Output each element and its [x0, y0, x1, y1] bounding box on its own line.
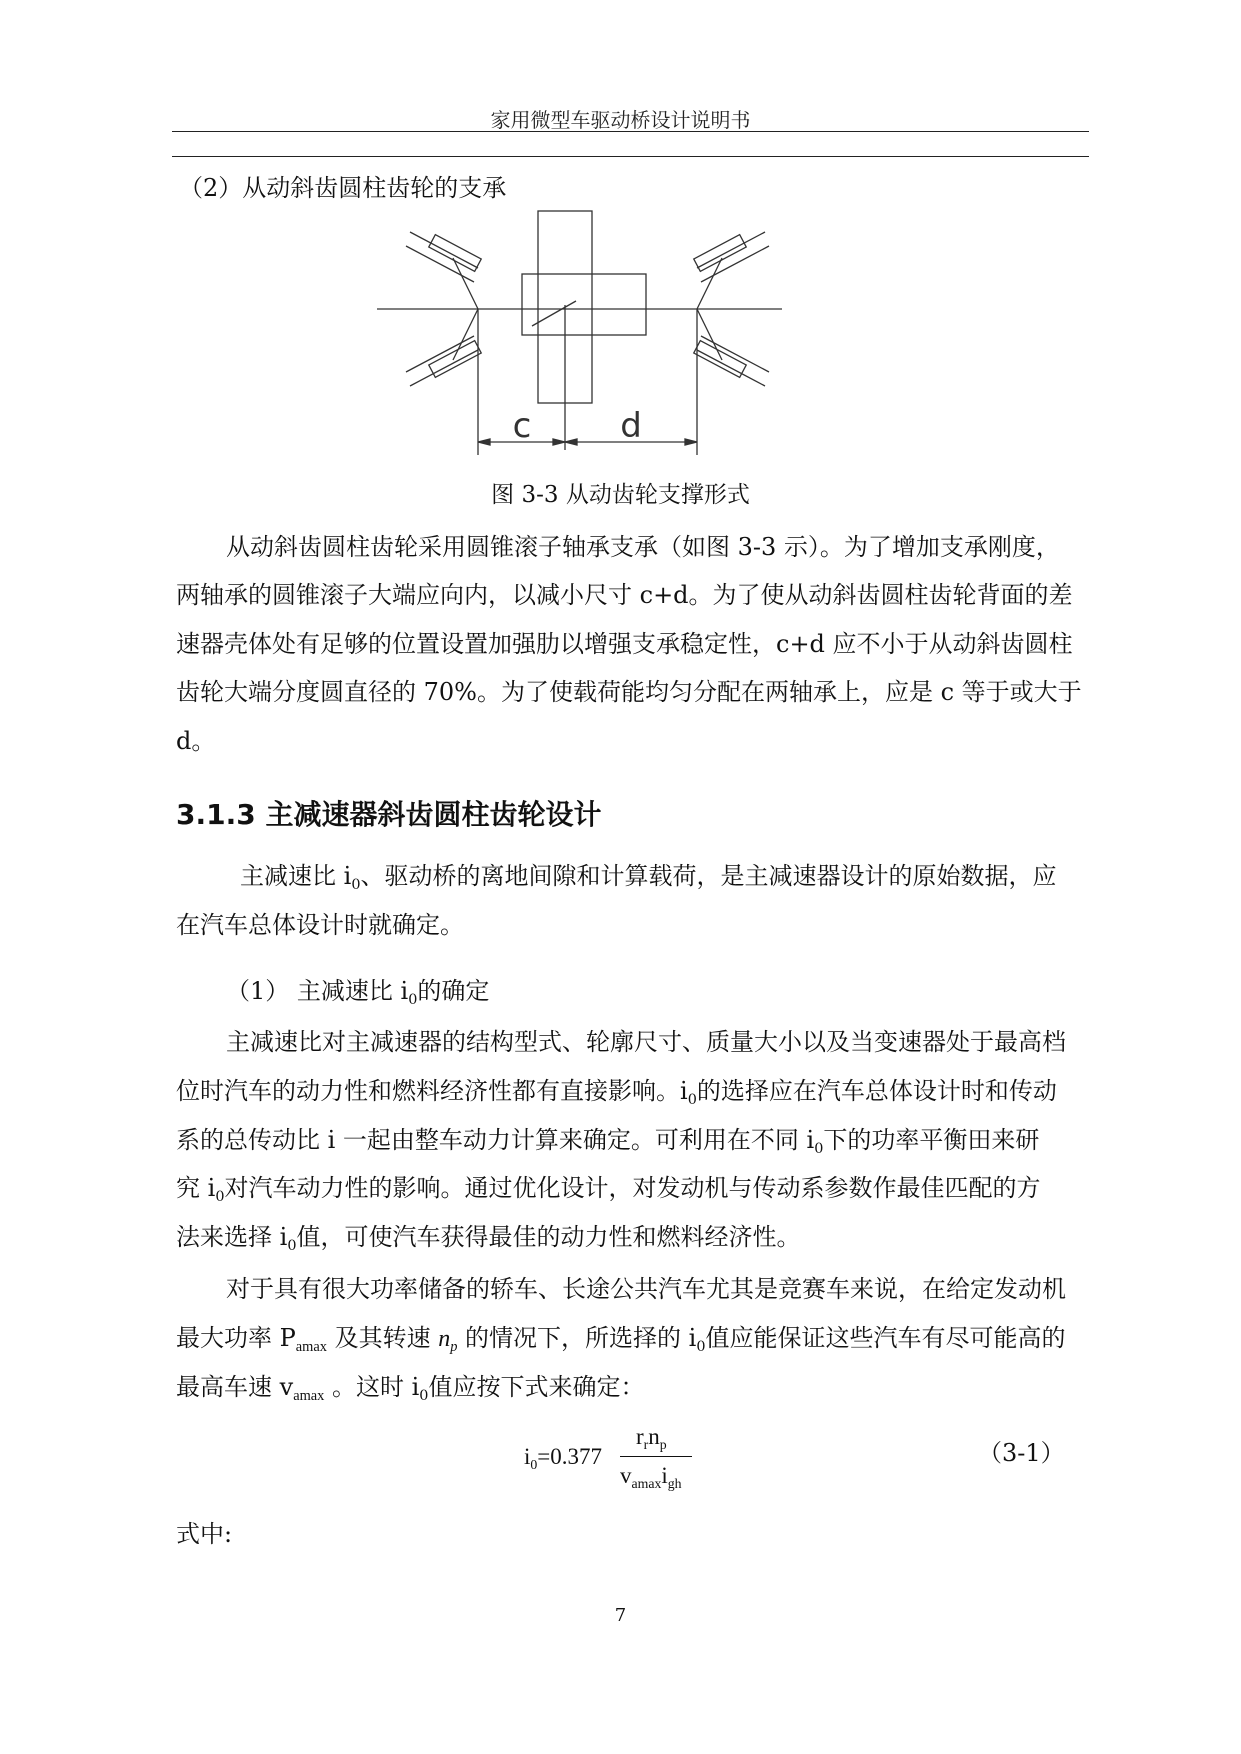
para1-line5: d。: [176, 727, 216, 755]
para4-line2-b: 及其转速: [326, 1324, 439, 1352]
para4-line2-n: n: [438, 1326, 451, 1352]
para4-line2-sub1: amax: [295, 1339, 327, 1356]
para3-line5-a: 法来选择 i: [176, 1223, 288, 1251]
formula-denominator: [620, 1463, 682, 1489]
para1-line4: 齿轮大端分度圆直径的 70%。为了使载荷能均匀分配在两轴承上，应是 c 等于或大于: [176, 678, 1082, 706]
formula-den-i-sub: gh: [667, 1475, 682, 1491]
para3-line1: 主减速比对主减速器的结构型式、轮廓尺寸、质量大小以及当变速器处于最高档: [226, 1028, 1066, 1056]
formula-equals: =0.377: [537, 1444, 603, 1469]
formula-den-v: v: [620, 1463, 632, 1488]
para3-line5: [176, 1223, 801, 1255]
para3-line4-a: 究 i: [176, 1174, 216, 1202]
formula-lhs-sub: 0: [530, 1456, 538, 1472]
para3-line2-b: 的选择应在汽车总体设计时和传动: [696, 1077, 1057, 1105]
para3-line4-b: 对汽车动力性的影响。通过优化设计，对发动机与传动系参数作最佳匹配的方: [224, 1174, 1041, 1202]
para4-line3: [176, 1373, 645, 1405]
formula-fraction-bar: [620, 1456, 692, 1457]
para4-line2-d: 值应能保证这些汽车有尽可能高的: [705, 1324, 1066, 1352]
para3-line4: [176, 1174, 1041, 1206]
para2-line1-b: 、驱动桥的离地间隙和计算载荷，是主减速器设计的原始数据，应: [360, 862, 1057, 890]
formula-number: （3-1）: [978, 1439, 1065, 1467]
para1-line3: 速器壳体处有足够的位置设置加强肋以增强支承稳定性，c+d 应不小于从动斜齿圆柱: [176, 630, 1073, 658]
dim-arrow-c-right: [553, 439, 565, 445]
para3-line5-b: 值，可使汽车获得最佳的动力性和燃料经济性。: [296, 1223, 801, 1251]
left-upper-roller: [406, 232, 481, 282]
section-label-driven-gear-support: （2）从动斜齿圆柱齿轮的支承: [179, 174, 507, 202]
formula-num-r: r: [636, 1424, 644, 1449]
para4-line3-b: 。这时 i: [324, 1373, 420, 1401]
section-heading: 3.1.3 主减速器斜齿圆柱齿轮设计: [176, 798, 602, 831]
formula-num-n-sub: p: [659, 1436, 667, 1452]
item1-sub: 0: [408, 992, 418, 1009]
dim-arrow-right: [685, 439, 697, 445]
where-label: 式中:: [176, 1520, 233, 1548]
item1-heading: [226, 977, 490, 1009]
para4-line1: 对于具有很大功率储备的轿车、长途公共汽车尤其是竞赛车来说，在给定发动机: [226, 1275, 1066, 1303]
header-rule-top: [172, 131, 1089, 132]
formula-den-v-sub: amax: [631, 1475, 662, 1491]
para1-line2: 两轴承的圆锥滚子大端应向内，以减小尺寸 c+d。为了使从动斜齿圆柱齿轮背面的差: [176, 581, 1073, 609]
para3-line2: [176, 1077, 1057, 1109]
para4-line2: [176, 1324, 1066, 1356]
para2-line2: 在汽车总体设计时就确定。: [176, 911, 464, 939]
formula-numerator: [636, 1424, 667, 1450]
para4-line3-sub: amax: [293, 1388, 325, 1405]
header-rule-bottom: [172, 156, 1089, 157]
para4-line2-nsub: p: [450, 1339, 458, 1356]
dim-label-d: d: [620, 406, 642, 446]
para3-line3-a: 系的总传动比 i 一起由整车动力计算来确定。可利用在不同 i: [176, 1126, 815, 1154]
left-lower-roller: [406, 336, 481, 386]
para3-line5-sub: 0: [287, 1238, 297, 1255]
para2-line1-a: 主减速比 i: [240, 862, 352, 890]
right-upper-roller: [694, 232, 769, 282]
para2-line1: [240, 862, 1057, 894]
para4-line2-c: 的情况下，所选择的 i: [457, 1324, 697, 1352]
para4-line2-a: 最大功率 P: [176, 1324, 296, 1352]
dim-label-c: c: [512, 406, 532, 446]
figure-caption: 图 3-3 从动齿轮支撑形式: [491, 482, 750, 508]
para4-line3-sub2: 0: [419, 1388, 429, 1405]
header-title: 家用微型车驱动桥设计说明书: [490, 108, 751, 132]
para3-line2-sub: 0: [687, 1092, 697, 1109]
para3-line2-a: 位时汽车的动力性和燃料经济性都有直接影响。i: [176, 1077, 688, 1105]
para3-line3-sub: 0: [814, 1141, 824, 1158]
formula-den-i: i: [661, 1463, 668, 1488]
dim-arrow-d-left: [565, 439, 577, 445]
figure-driven-gear-support: [370, 205, 790, 465]
item1-a: （1） 主减速比 i: [226, 977, 409, 1005]
para3-line3-b: 下的功率平衡田来研: [823, 1126, 1040, 1154]
para4-line3-a: 最高车速 v: [176, 1373, 294, 1401]
para3-line4-sub: 0: [215, 1189, 225, 1206]
hub-rect: [522, 274, 646, 335]
formula-lhs: [524, 1444, 602, 1470]
para1-line1: 从动斜齿圆柱齿轮采用圆锥滚子轴承支承（如图 3-3 示）。为了增加支承刚度，: [226, 533, 1060, 561]
formula-num-n: n: [648, 1424, 660, 1449]
formula-num-r-sub: r: [643, 1436, 649, 1452]
item1-b: 的确定: [417, 977, 490, 1005]
dim-arrow-left: [478, 439, 490, 445]
para3-line3: [176, 1126, 1040, 1158]
page-number: 7: [614, 1605, 627, 1626]
formula-lhs-i: i: [524, 1444, 531, 1469]
para4-line3-c: 值应按下式来确定：: [428, 1373, 645, 1401]
right-lower-roller: [694, 336, 769, 386]
para4-line2-sub2: 0: [696, 1339, 706, 1356]
para2-line1-sub: 0: [351, 877, 361, 894]
